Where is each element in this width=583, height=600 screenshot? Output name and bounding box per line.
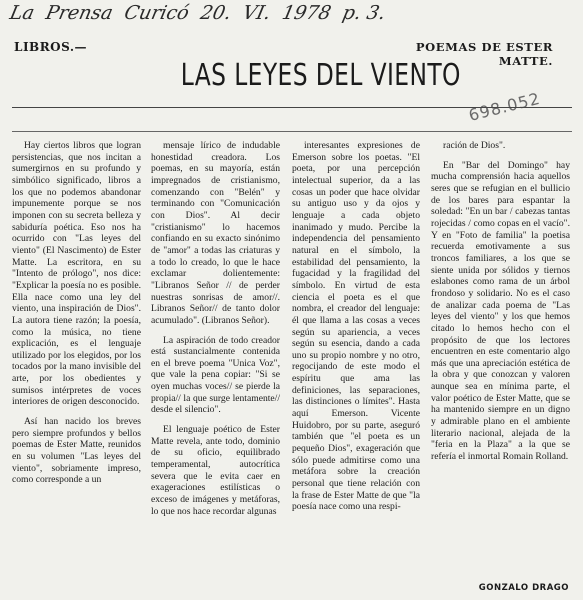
- paragraph: interesantes expresiones de Emerson sobre los poetas. "El poeta, por una percepción intelectual superior, da a las cosas un poder que hace olvidar su antiguo uso y da ojos y lenguaje a cada objeto inanimado y mudo. Percibe la independencia del pensamiento natural en el símbolo, la estabilidad del pensamiento, la fugacidad y la fragilidad del símbolo. En virtud de esta ciencia el poeta es el que nombra, el creador del lenguaje: él que llama a las cosas a veces según su apariencia, a veces según su esencia, dando a cada uno su propio nombre y no otro, regocijando de este modo el espíritu que ama las definiciones, las separaciones, las distinciones o límites". Hasta aquí Emerson. Vicente Huidobro, por su parte, aseguró también que "el poeta es un pequeño Dios", exageración que sólo puede admitirse como una metáfora sobre la creación personal que tiene relación con la frase de Ester Matte de que "la poesía nace como una respi-: [292, 140, 420, 513]
- paragraph: Hay ciertos libros que logran persistencias, que nos incitan a sumergirnos en su profundo y simbólico significado, libros a los que no podemos abandonar impunemente porque se nos imponen con su secreta belleza y sabiduría poética. Eso nos ha ocurrido con "Las leyes del viento" (El Nascimento) de Ester Matte. La escritora, en su "Intento de prólogo", nos dice: "Explicar la poesía no es posible. Ella nace como una ley del viento, una inspiración de Dios". La autora tiene razón; la poesía, como la música, no tiene explicación, es el lenguaje utilizado por los elegidos, por los tocados por la mano invisible del arte, por los obedientes y sumisos intérpretes de voces interiores de origen desconocido.: [12, 140, 141, 408]
- handwritten-word: Curicó: [122, 2, 192, 24]
- divider: [12, 131, 572, 132]
- divider: [12, 107, 572, 108]
- handwritten-word: Prensa: [43, 2, 115, 24]
- handwritten-word: VI.: [240, 2, 273, 24]
- text-column-4: [431, 140, 570, 588]
- paragraph: La aspiración de todo creador está sustancialmente contenida en el breve poema "Unica Voz", que vale la pena copiar: "Si se oyen muchas voces// se pierde la propia// la que surge lentamente// desde el silencio".: [151, 334, 280, 416]
- handwritten-word: 1978: [280, 2, 334, 24]
- paragraph: mensaje lírico de indudable honestidad creadora. Los poemas, en su mayoría, están impregnados de cristianismo, comenzando con "Belén" y terminando con "Comunicación con Dios". Al decir "cristianismo" lo hacemos confiando en su exacto sinónimo de "amor" a todas las criaturas y a todo lo creado, lo que le hace exclamar dolientemente: "Libranos Señor // de perder nuestras sonrisas de amor//. Libranos Señor// de tanto dolor acumulado". (Libranos Señor).: [151, 140, 280, 326]
- article-subtitle: POEMAS DE ESTER MATTE.: [415, 40, 553, 68]
- handwritten-word: 20.: [198, 2, 234, 24]
- paragraph: ración de Dios".: [443, 140, 506, 151]
- handwritten-word: La: [7, 2, 37, 24]
- article-title: LAS LEYES DEL VIENTO: [180, 58, 461, 93]
- text-column-3: [292, 140, 420, 588]
- author-byline: GONZALO DRAGO: [478, 583, 569, 593]
- text-column-1: [12, 140, 141, 588]
- catalog-number-stamp: 698.052: [466, 88, 543, 125]
- handwritten-annotation: [7, 2, 412, 26]
- text-column-2: [151, 140, 280, 588]
- paragraph: El lenguaje poético de Ester Matte revela, ante todo, dominio de su oficio, equilibrado temperamental, autocrítica severa que le evita caer en exageraciones estilísticas o exceso de imágenes y metáforas, lo que nos hace recordar algunas: [151, 424, 280, 517]
- section-label: LIBROS.—: [14, 40, 88, 54]
- paragraph: En "Bar del Domingo" hay mucha comprensión hacia aquellos seres que se refugian en el bullicio de los bares para espantar la soledad: "En un bar / cabezas tantas rojecidas / como copas en el vacío". Y en "Foto de familia" la poetisa recuerda emotivamente a sus troncos familiares, a los que se siente unida por sólidos y tiernos eslabones como rama de un árbol frondoso y solidario. No es el caso de analizar cada poema de "Las leyes del viento" y los que hemos citado lo hemos hecho con el propósito de que los lectores encuentren en este comentario algo más que una apreciación estética de la obra y que conozcan y valoren aunque sea en mínima parte, el valor poético de Ester Matte, que se ha mantenido siempre en un digno y admirable plano en el ambiente literario nacional, alejada de la "feria en la Plaza" a la que se refería el inmortal Romain Rolland.: [431, 159, 570, 463]
- handwritten-word: p. 3.: [340, 2, 388, 24]
- paragraph: Así han nacido los breves pero siempre profundos y bellos poemas de Ester Matte, reunidos en su volumen "Las leyes del viento", sobriamente impreso, como corresponde a un: [12, 416, 141, 486]
